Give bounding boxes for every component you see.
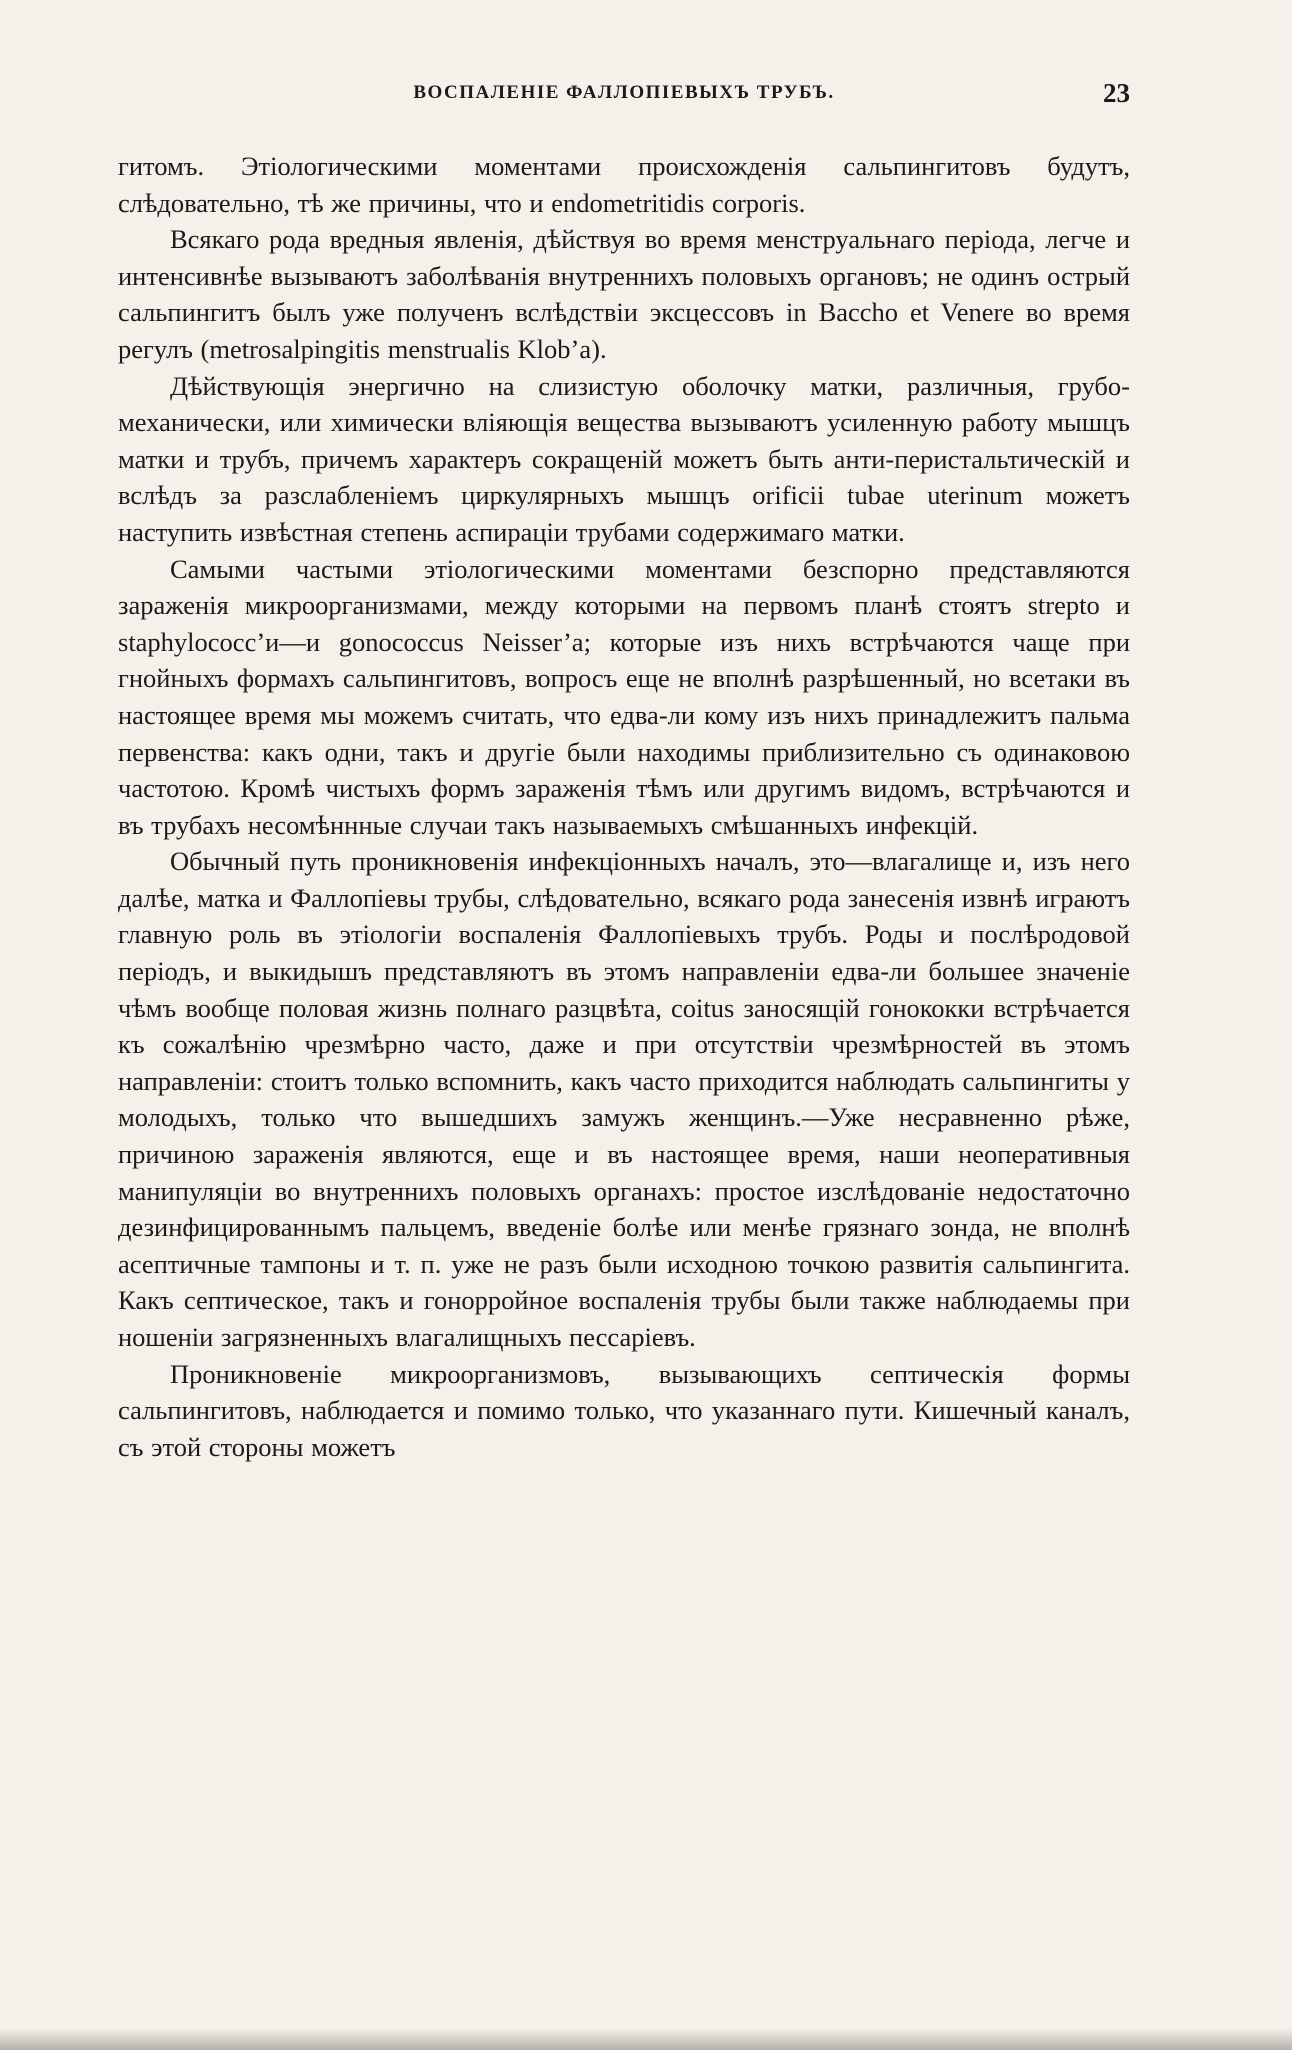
running-title: ВОСПАЛЕНІЕ ФАЛЛОПІЕВЫХЪ ТРУБЪ. [413, 82, 835, 103]
paragraph-2: Всякаго рода вредныя явленія, дѣйствуя во время менструальнаго періода, легче и интенсивнѣе вызываютъ заболѣванія внутреннихъ половыхъ органовъ; не одинъ острый сальпингитъ былъ уже полученъ вслѣдствіи эксцессовъ in Baccho et Venere во время регулъ (metrosalpingitis menstrualis Klob’a). [118, 224, 1130, 364]
paragraph-1: гитомъ. Этіологическими моментами происхожденія сальпингитовъ будутъ, слѣдовательно, тѣ же причины, что и endometritidis corporis. [118, 151, 1130, 218]
body-text [118, 148, 1130, 1465]
page-number: 23 [1103, 78, 1130, 108]
paragraph-3: Дѣйствующія энергично на слизистую оболочку матки, различныя, грубо-механически, или химически вліяющія вещества вызываютъ усиленную работу мышцъ матки и трубъ, причемъ характеръ сокращеній можетъ быть анти-перистальтическій и вслѣдъ за разслабленіемъ циркулярныхъ мышцъ orificii tubae uterinum можетъ наступить извѣстная степень аспираціи трубами содержимаго матки. [118, 370, 1130, 547]
paragraph-6: Проникновеніе микроорганизмовъ, вызывающихъ септическія формы сальпингитовъ, наблюдается и помимо только, что указаннаго пути. Кишечный каналъ, съ этой стороны можетъ [118, 1358, 1130, 1462]
paragraph-4: Самыми частыми этіологическими моментами безспорно представляются зараженія микроорганизмами, между которыми на первомъ планѣ стоятъ strepto и staphylococc’и—и gonococcus Neisser’a; которые изъ нихъ встрѣчаются чаще при гнойныхъ формахъ сальпингитовъ, вопросъ еще не вполнѣ разрѣшенный, но всетаки въ настоящее время мы можемъ считать, что едва-ли кому изъ нихъ принадлежитъ пальма первенства: какъ одни, такъ и другіе были находимы приблизительно съ одинаковою частотою. Кромѣ чистыхъ формъ зараженія тѣмъ или другимъ видомъ, встрѣчаются и въ трубахъ несомѣннные случаи такъ называемыхъ смѣшанныхъ инфекцій. [118, 553, 1130, 840]
running-header [118, 78, 1130, 118]
scan-edge-shadow [0, 2028, 1292, 2050]
paragraph-5: Обычный путь проникновенія инфекціонныхъ началъ, это—влагалище и, изъ него далѣе, матка и Фаллопіевы трубы, слѣдовательно, всякаго рода занесенія извнѣ играютъ главную роль въ этіологіи воспаленія Фаллопіевыхъ трубъ. Роды и послѣродовой періодъ, и выкидышъ представляютъ въ этомъ направленіи едва-ли большее значеніе чѣмъ вообще половая жизнь полнаго разцвѣта, coitus заносящій гонококки встрѣчается къ сожалѣнію чрезмѣрно часто, даже и при отсутствіи чрезмѣрностей въ этомъ направленіи: стоитъ только вспомнить, какъ часто приходится наблюдать сальпингиты у молодыхъ, только что вышедшихъ замужъ женщинъ.—Уже несравненно рѣже, причиною зараженія являются, еще и въ настоящее время, наши неоперативныя манипуляціи во внутреннихъ половыхъ органахъ: простое изслѣдованіе недостаточно дезинфицированнымъ пальцемъ, введеніе болѣе или менѣе грязнаго зонда, не вполнѣ асептичные тампоны и т. п. уже не разъ были исходною точкою развитія сальпингита. Какъ септическое, такъ и гонорройное воспаленія трубы были также наблюдаемы при ношеніи загрязненныхъ влагалищныхъ пессаріевъ. [118, 846, 1130, 1352]
